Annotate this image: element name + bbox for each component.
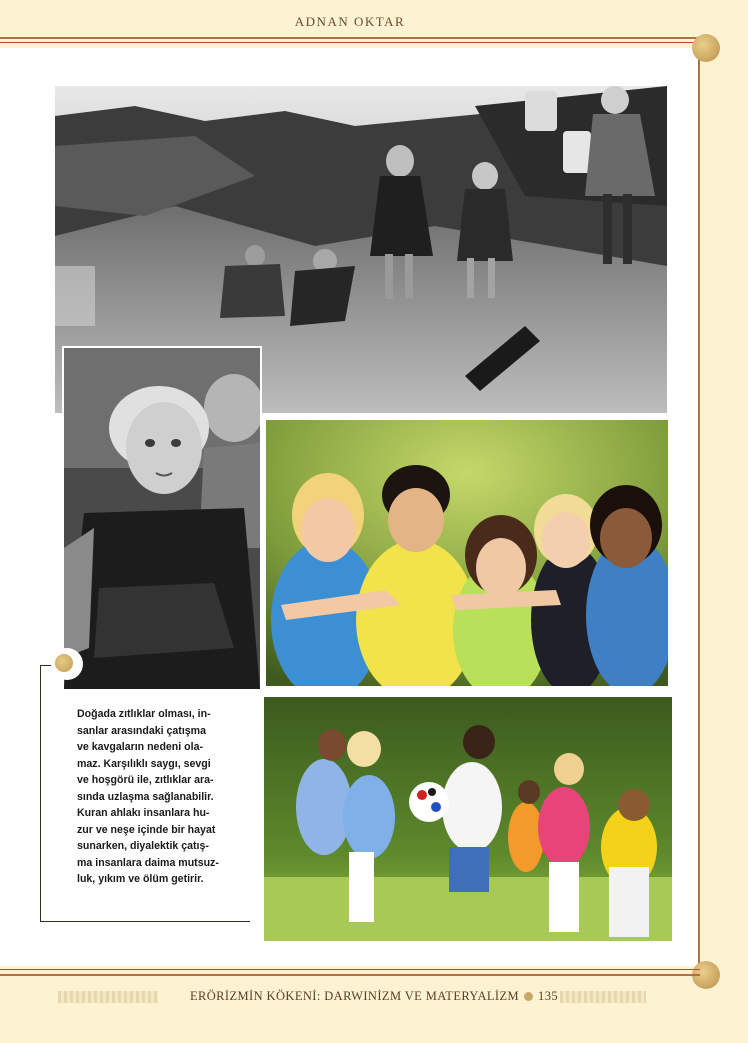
caption-bracket-vertical [40, 665, 41, 921]
running-footer [0, 989, 748, 1004]
corner-ornament-top [692, 34, 720, 62]
caption-line: ma insanlara daima mutsuz- [77, 856, 219, 869]
photo-children-running [264, 697, 672, 941]
caption-line: zur ve neşe içinde bir hayat [77, 823, 216, 836]
caption-bullet-dot [55, 654, 73, 672]
footer-book-title: ERÖRİZMİN KÖKENİ: DARWINİZM VE MATERYALİZM [189, 989, 520, 1003]
footer-bullet-icon [524, 992, 533, 1001]
footer-rule-bottom [0, 974, 700, 976]
page-side-band [698, 40, 710, 976]
caption-line: ve hoşgörü ile, zıtlıklar ara- [77, 774, 214, 786]
caption-line: Kuran ahlakı insanlara hu- [77, 807, 210, 819]
page-number: 135 [538, 989, 558, 1003]
caption-line: luk, yıkım ve ölüm getirir. [77, 873, 204, 885]
footer-rule-top [0, 969, 700, 970]
header-rule-bottom [0, 42, 700, 43]
caption-line: Doğada zıtlıklar olması, in- [77, 708, 211, 720]
photo-children-hugging [266, 420, 668, 686]
caption-line: sunarken, diyalektik çatış- [77, 840, 209, 852]
photo-boy-bw [62, 346, 262, 691]
caption-bracket-horizontal [40, 921, 250, 922]
caption-line: maz. Karşılıklı saygı, sevgi [77, 757, 211, 770]
photo-caption [77, 706, 237, 888]
caption-line: sında uzlaşma sağlanabilir. [77, 790, 214, 803]
caption-line: sanlar arasındaki çatışma [77, 724, 206, 737]
running-header-author: ADNAN OKTAR [294, 14, 406, 29]
header-rule-top [0, 37, 700, 39]
caption-line: ve kavgaların nedeni ola- [77, 741, 203, 753]
